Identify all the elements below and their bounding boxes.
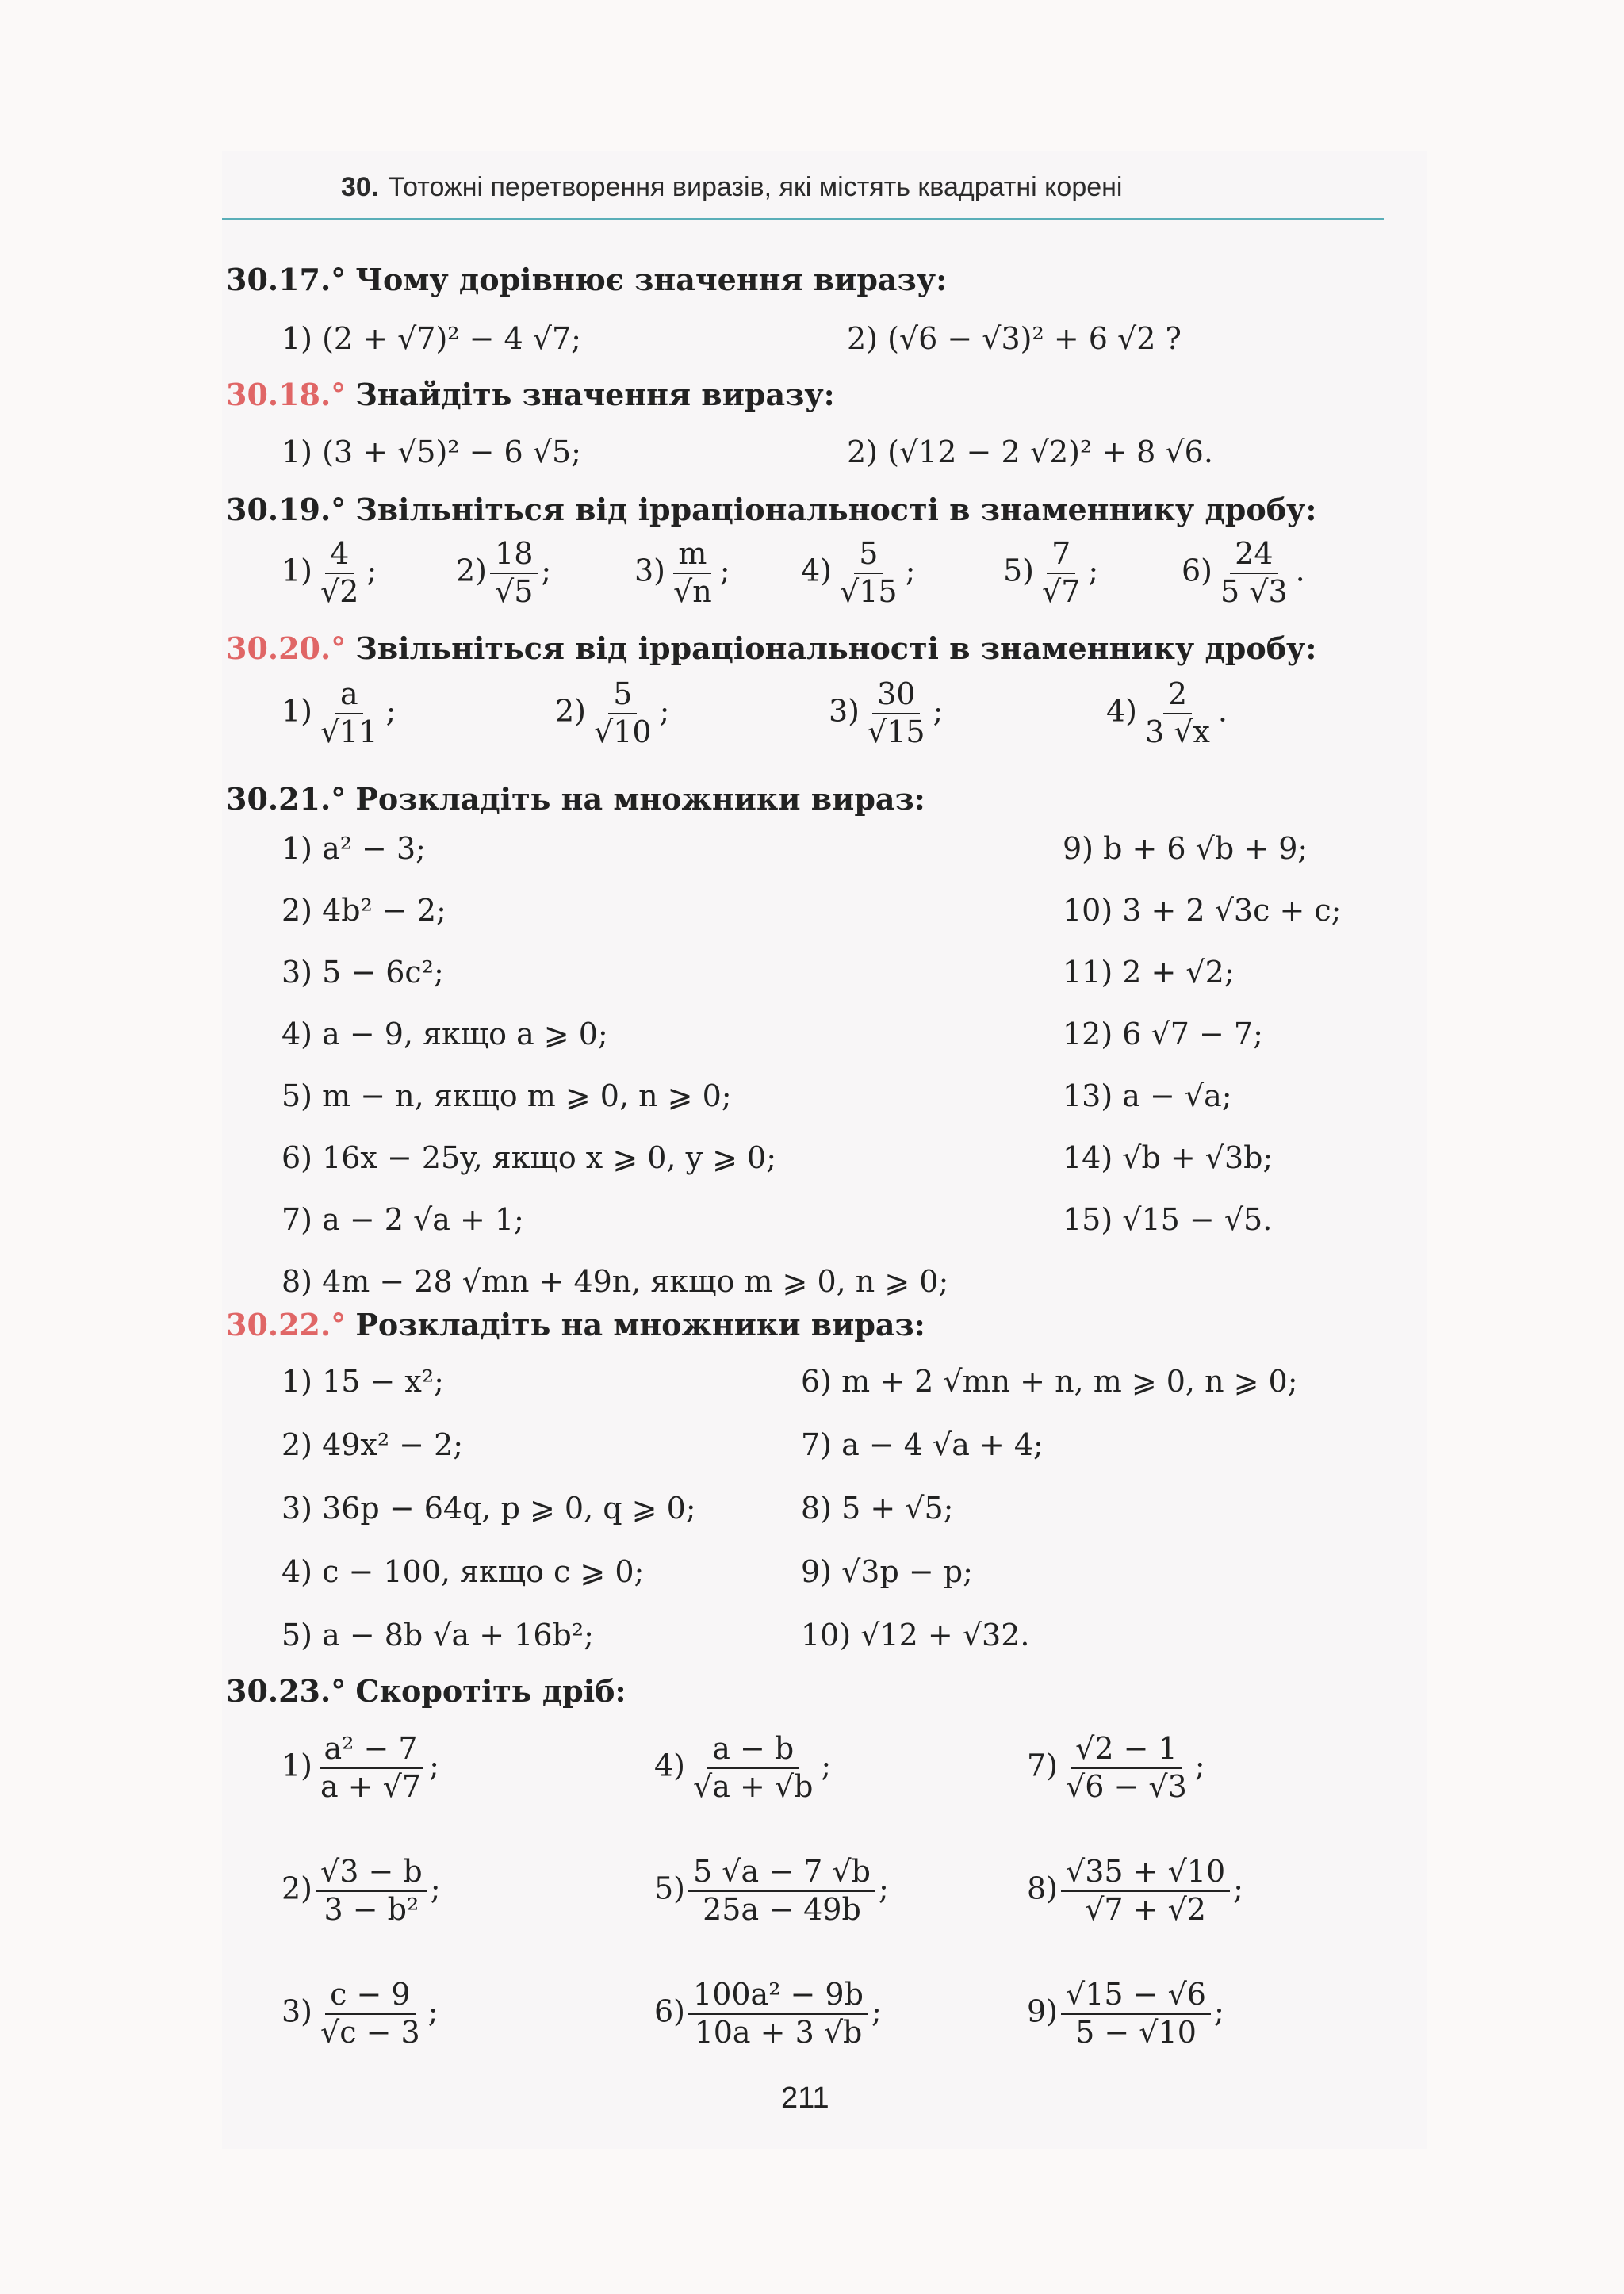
- chapter-header: [222, 170, 1384, 220]
- exercise-item: 2) (√12 − 2 √2)² + 8 √6.: [847, 435, 1213, 469]
- fraction: [688, 1855, 875, 1927]
- item-label: 2): [282, 1871, 313, 1906]
- denominator: 10a + 3 √b: [694, 2014, 863, 2050]
- denominator: 5 − √10: [1075, 2014, 1197, 2050]
- chapter-title: Тотожні перетворення виразів, які містять квадратні корені: [389, 172, 1123, 202]
- fraction-item: [282, 1733, 439, 1804]
- fraction-item: [801, 538, 915, 609]
- fraction-item: [1027, 1978, 1224, 2050]
- exercise-item: 11) 2 + √2;: [1063, 955, 1235, 990]
- fraction: [1061, 1855, 1230, 1927]
- fraction-item: [654, 1855, 889, 1927]
- problem-number: 30.17.°: [226, 262, 347, 297]
- fraction-item: [829, 678, 943, 749]
- fraction: [835, 538, 902, 609]
- numerator: √3 − b: [316, 1855, 427, 1892]
- exercise-item: 1) a² − 3;: [282, 831, 426, 866]
- denominator: 3 − b²: [324, 1891, 419, 1927]
- fraction-item: [282, 678, 396, 749]
- denominator: √15: [840, 573, 898, 609]
- problem-number: 30.22.°: [226, 1307, 347, 1342]
- item-end: ;: [659, 693, 670, 729]
- exercise-item: 3) 36p − 64q, p ⩾ 0, q ⩾ 0;: [282, 1491, 696, 1526]
- fraction: [1061, 1978, 1211, 2050]
- numerator: 18: [490, 538, 538, 574]
- exercise-item: 6) 16x − 25y, якщо x ⩾ 0, y ⩾ 0;: [282, 1140, 777, 1175]
- problem-30-21: [226, 781, 925, 817]
- denominator: √15: [868, 714, 925, 749]
- problem-30-18: [226, 377, 835, 412]
- denominator: √a + √b: [693, 1768, 814, 1804]
- fraction: [316, 1855, 427, 1927]
- problem-text: Звільніться від ірраціональності в знаменнику дробу:: [355, 630, 1317, 666]
- item-label: 3): [829, 693, 860, 729]
- denominator: √2: [320, 573, 359, 609]
- item-label: 3): [634, 553, 666, 588]
- exercise-item: 3) 5 − 6c²;: [282, 955, 444, 990]
- item-label: 1): [282, 553, 313, 588]
- item-label: 4): [654, 1748, 686, 1783]
- denominator: √n: [673, 573, 712, 609]
- fraction: [688, 1978, 868, 2050]
- numerator: √35 + √10: [1061, 1855, 1230, 1892]
- item-label: 6): [1182, 553, 1213, 588]
- exercise-item: 2) 49x² − 2;: [282, 1427, 464, 1462]
- problem-text: Звільніться від ірраціональності в знаменнику дробу:: [355, 492, 1317, 527]
- fraction-item: [1027, 1733, 1205, 1804]
- exercise-item: 1) (3 + √5)² − 6 √5;: [282, 435, 581, 469]
- item-label: 1): [282, 693, 313, 729]
- fraction-item: [555, 678, 669, 749]
- item-end: ;: [385, 693, 396, 729]
- exercise-item: 4) a − 9, якщо a ⩾ 0;: [282, 1017, 608, 1051]
- item-label: 4): [1106, 693, 1138, 729]
- exercise-item: 10) √12 + √32.: [801, 1618, 1030, 1653]
- item-end: ;: [429, 1748, 439, 1783]
- numerator: a: [335, 678, 363, 714]
- fraction: [688, 1733, 818, 1804]
- item-label: 2): [555, 693, 587, 729]
- exercise-item: 1) 15 − x²;: [282, 1364, 444, 1399]
- numerator: 24: [1230, 538, 1277, 574]
- exercise-item: 14) √b + √3b;: [1063, 1140, 1274, 1175]
- numerator: 100a² − 9b: [688, 1978, 868, 2015]
- problem-number: 30.19.°: [226, 492, 347, 527]
- item-end: ;: [541, 553, 552, 588]
- numerator: 5: [854, 538, 883, 574]
- item-end: ;: [871, 1993, 882, 2029]
- denominator: 5 √3: [1220, 573, 1288, 609]
- exercise-item: 8) 5 + √5;: [801, 1491, 954, 1526]
- problem-text: Розкладіть на множники вираз:: [355, 1307, 925, 1342]
- item-label: 2): [456, 553, 488, 588]
- item-end: ;: [821, 1748, 832, 1783]
- exercise-item: 15) √15 − √5.: [1063, 1202, 1273, 1237]
- item-end: ;: [1088, 553, 1099, 588]
- problem-text: Знайдіть значення виразу:: [355, 377, 835, 412]
- denominator: √7 + √2: [1085, 1891, 1206, 1927]
- item-end: ;: [905, 553, 916, 588]
- item-label: 5): [654, 1871, 686, 1906]
- exercise-item: 5) a − 8b √a + 16b²;: [282, 1618, 594, 1653]
- item-end: ;: [1213, 1993, 1224, 2029]
- exercise-item: 5) m − n, якщо m ⩾ 0, n ⩾ 0;: [282, 1078, 732, 1113]
- item-label: 9): [1027, 1993, 1059, 2029]
- fraction: [316, 678, 383, 749]
- fraction: [668, 538, 717, 609]
- numerator: c − 9: [325, 1978, 415, 2015]
- problem-text: Скоротіть дріб:: [355, 1673, 626, 1709]
- fraction: [863, 678, 930, 749]
- denominator: a + √7: [320, 1768, 422, 1804]
- item-end: ;: [719, 553, 730, 588]
- problem-30-19: [226, 492, 1316, 527]
- fraction-item: [1182, 538, 1305, 609]
- fraction-item: [654, 1978, 882, 2050]
- problem-number: 30.20.°: [226, 630, 347, 666]
- problem-30-23: [226, 1673, 626, 1709]
- numerator: a − b: [707, 1733, 799, 1769]
- fraction-item: [282, 538, 377, 609]
- item-label: 1): [282, 1748, 313, 1783]
- fraction-item: [1027, 1855, 1243, 1927]
- item-label: 6): [654, 1993, 686, 2029]
- fraction-item: [654, 1733, 831, 1804]
- fraction: [316, 1733, 426, 1804]
- item-end: ;: [366, 553, 377, 588]
- item-label: 8): [1027, 1871, 1059, 1906]
- item-end: .: [1217, 693, 1228, 729]
- item-label: 5): [1003, 553, 1035, 588]
- item-end: ;: [933, 693, 944, 729]
- denominator: √10: [594, 714, 652, 749]
- item-end: ;: [878, 1871, 889, 1906]
- item-end: ;: [427, 1993, 439, 2029]
- problem-number: 30.18.°: [226, 377, 347, 412]
- exercise-item: 1) (2 + √7)² − 4 √7;: [282, 321, 581, 356]
- numerator: √2 − 1: [1071, 1733, 1182, 1769]
- item-end: .: [1295, 553, 1305, 588]
- exercise-item: 6) m + 2 √mn + n, m ⩾ 0, n ⩾ 0;: [801, 1364, 1298, 1399]
- item-label: 4): [801, 553, 833, 588]
- problem-text: Розкладіть на множники вираз:: [355, 781, 925, 817]
- numerator: 5 √a − 7 √b: [688, 1855, 875, 1892]
- numerator: 2: [1163, 678, 1192, 714]
- exercise-item: 10) 3 + 2 √3c + c;: [1063, 893, 1342, 928]
- exercise-item: 2) (√6 − √3)² + 6 √2 ?: [847, 321, 1182, 356]
- problem-text: Чому дорівнює значення виразу:: [355, 262, 948, 297]
- fraction: [1140, 678, 1215, 749]
- item-label: 7): [1027, 1748, 1059, 1783]
- exercise-item: 9) b + 6 √b + 9;: [1063, 831, 1308, 866]
- exercise-item: 2) 4b² − 2;: [282, 893, 446, 928]
- fraction-item: [1106, 678, 1228, 749]
- numerator: 7: [1047, 538, 1075, 574]
- numerator: 30: [872, 678, 920, 714]
- denominator: √7: [1042, 573, 1081, 609]
- numerator: 5: [608, 678, 637, 714]
- fraction-item: [1003, 538, 1098, 609]
- denominator: 25a − 49b: [703, 1891, 861, 1927]
- denominator: √11: [320, 714, 378, 749]
- exercise-item: 4) c − 100, якщо c ⩾ 0;: [282, 1554, 645, 1589]
- problem-30-22: [226, 1307, 925, 1342]
- item-end: ;: [1233, 1871, 1243, 1906]
- exercise-item: 9) √3p − p;: [801, 1554, 973, 1589]
- item-label: 3): [282, 1993, 313, 2029]
- fraction: [316, 538, 363, 609]
- exercise-item: 13) a − √a;: [1063, 1078, 1232, 1113]
- problem-number: 30.21.°: [226, 781, 347, 817]
- fraction-item: [282, 1855, 441, 1927]
- fraction-item: [634, 538, 730, 609]
- page-number: 211: [781, 2081, 829, 2115]
- fraction: [316, 1978, 425, 2050]
- fraction: [1061, 1733, 1192, 1804]
- numerator: √15 − √6: [1061, 1978, 1211, 2015]
- exercise-item: 7) a − 2 √a + 1;: [282, 1202, 524, 1237]
- denominator: √5: [495, 573, 534, 609]
- problem-number: 30.23.°: [226, 1673, 347, 1709]
- fraction: [589, 678, 657, 749]
- denominator: √6 − √3: [1066, 1768, 1187, 1804]
- item-end: ;: [1194, 1748, 1205, 1783]
- denominator: 3 √x: [1145, 714, 1210, 749]
- fraction-item: [456, 538, 551, 609]
- fraction: [1037, 538, 1085, 609]
- numerator: 4: [325, 538, 354, 574]
- exercise-item: 8) 4m − 28 √mn + 49n, якщо m ⩾ 0, n ⩾ 0;: [282, 1264, 949, 1299]
- exercise-item: 12) 6 √7 − 7;: [1063, 1017, 1263, 1051]
- problem-30-20: [226, 630, 1316, 666]
- chapter-number: 30.: [341, 172, 379, 202]
- fraction: [1216, 538, 1293, 609]
- item-end: ;: [430, 1871, 441, 1906]
- exercise-item: 7) a − 4 √a + 4;: [801, 1427, 1044, 1462]
- numerator: a² − 7: [320, 1733, 423, 1769]
- numerator: m: [673, 538, 711, 574]
- fraction: [490, 538, 538, 609]
- denominator: √c − 3: [320, 2014, 420, 2050]
- problem-30-17: [226, 262, 947, 297]
- fraction-item: [282, 1978, 439, 2050]
